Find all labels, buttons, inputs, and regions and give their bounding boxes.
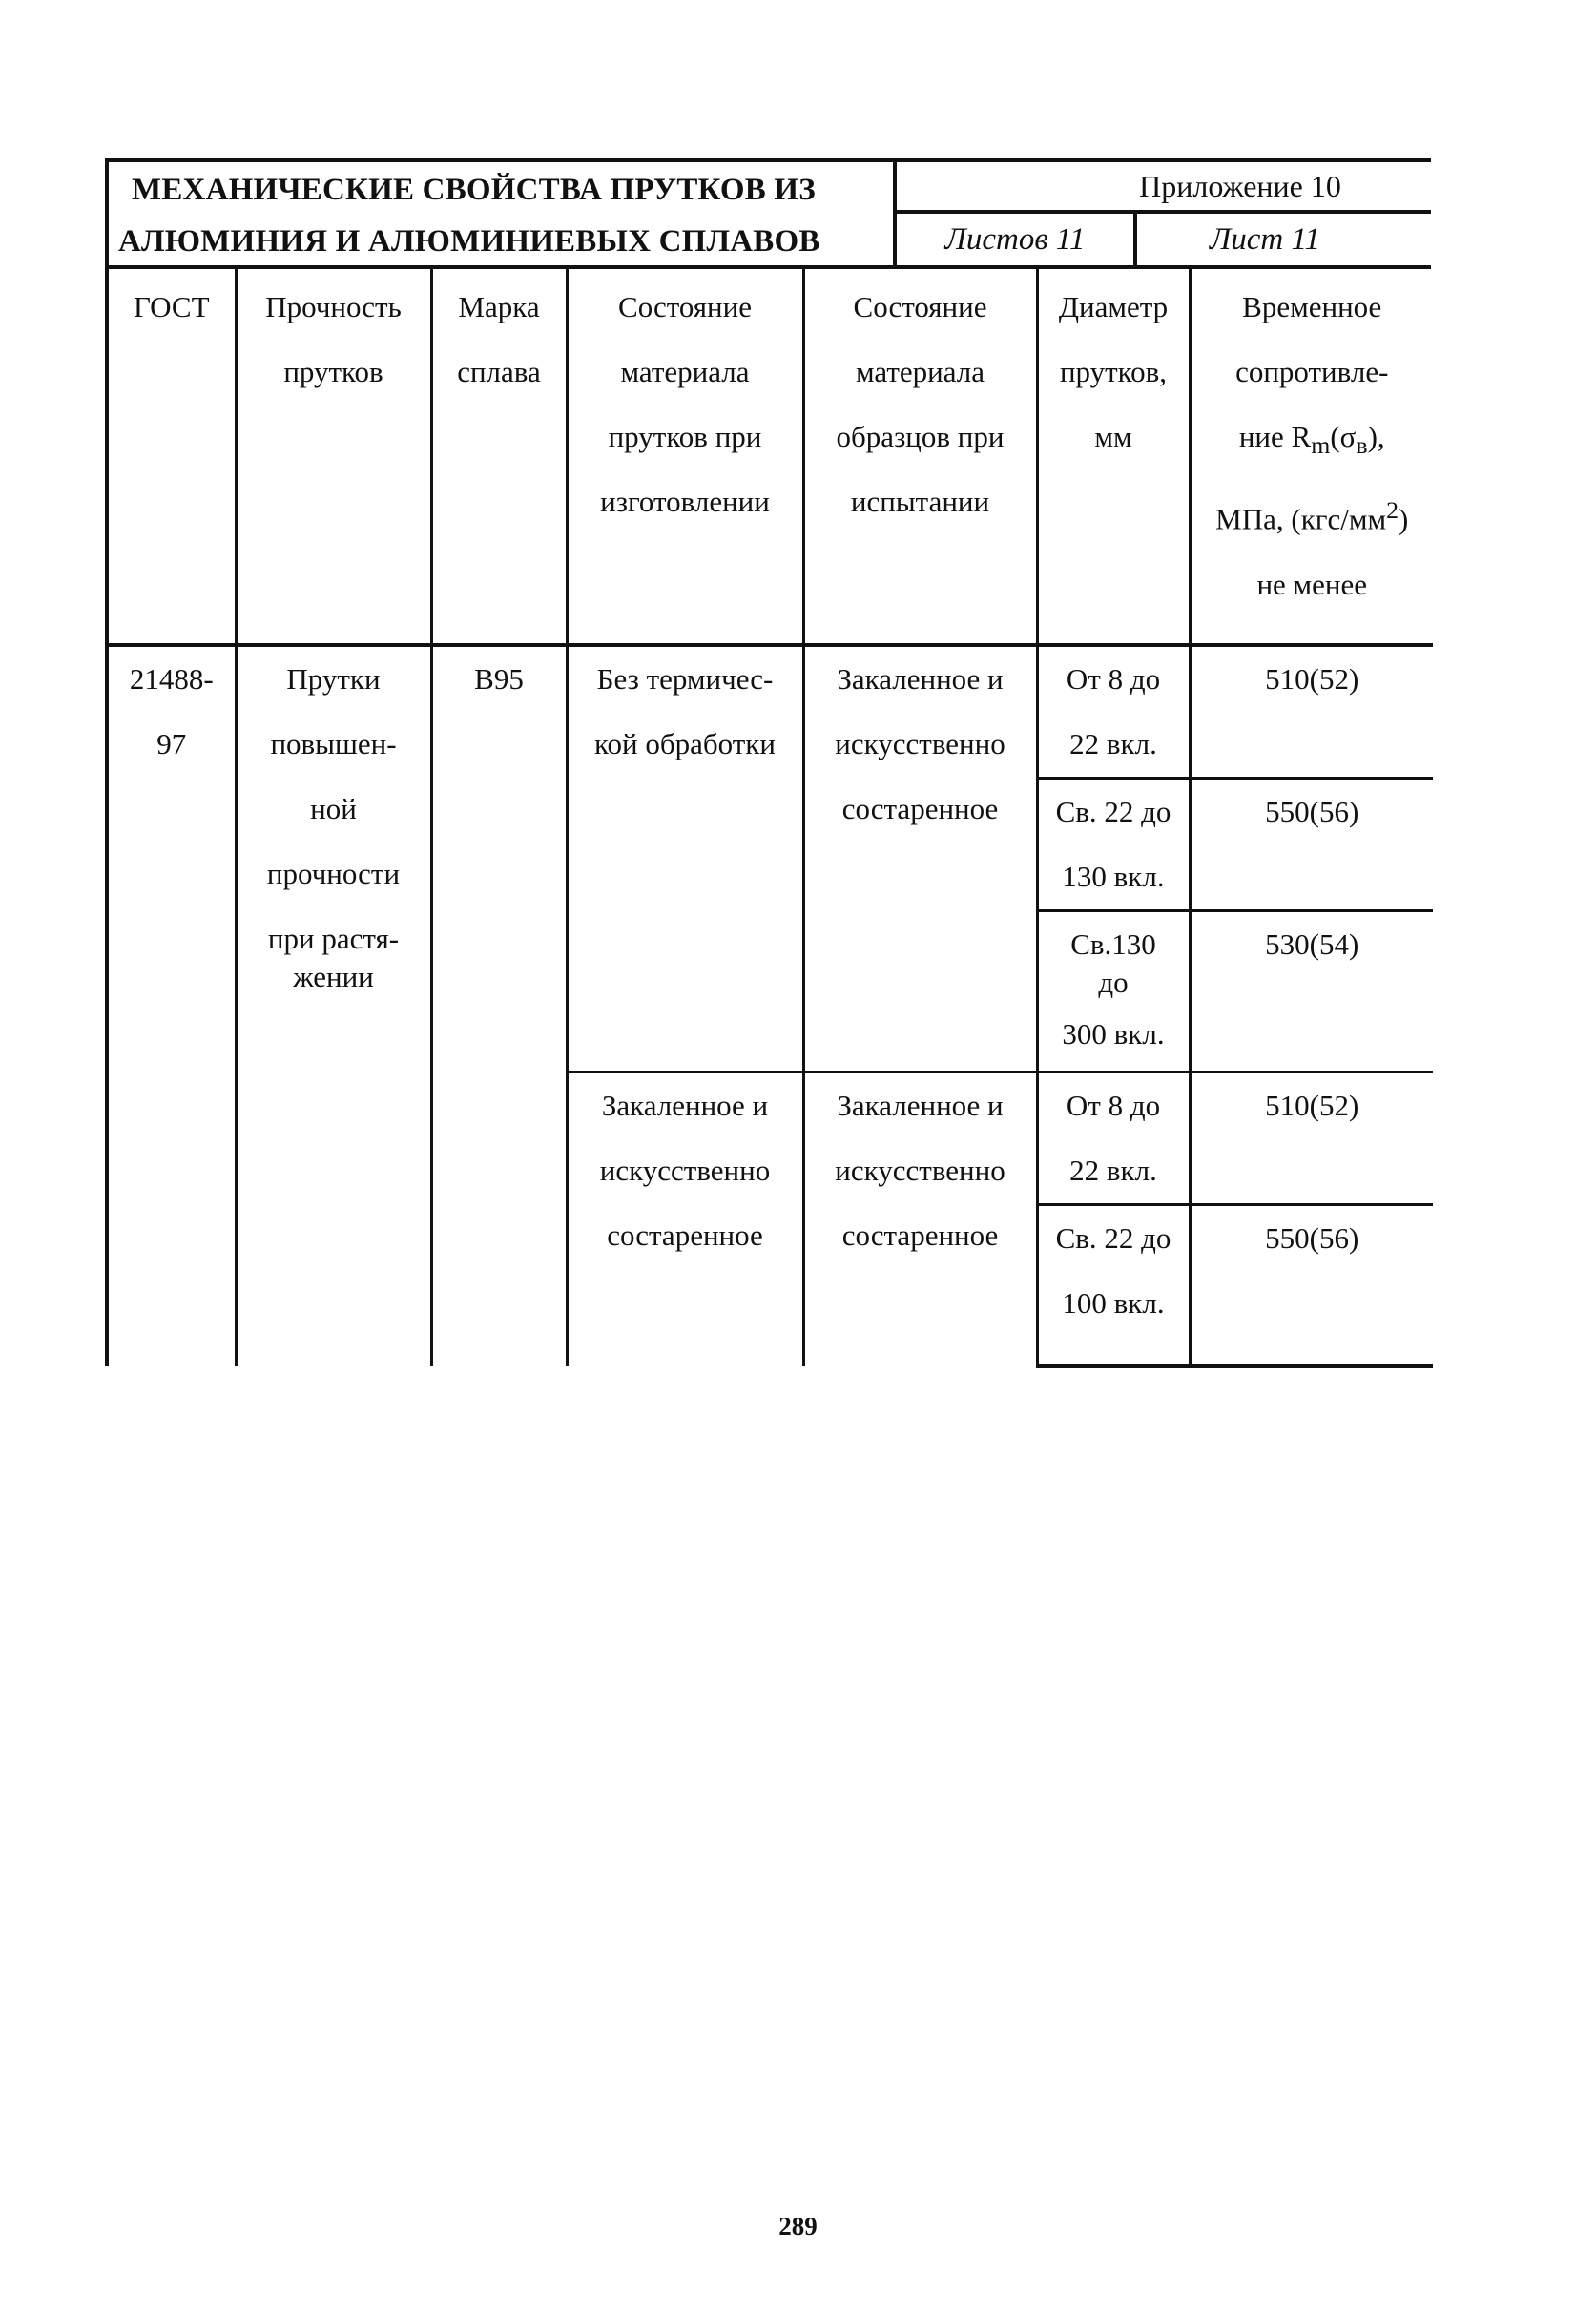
appendix-label: Приложение 10: [897, 162, 1431, 214]
title-line-1: МЕХАНИЧЕСКИЕ СВОЙСТВА ПРУТКОВ ИЗ: [132, 173, 816, 207]
table-header-row: [107, 269, 1433, 645]
cell-diameter: От 8 до 22 вкл.: [1037, 645, 1190, 779]
cell-tensile: 510(52): [1190, 1073, 1433, 1205]
document-title: [109, 162, 897, 265]
cell-state-test-2: Закаленное и искусственно состаренное: [803, 1073, 1037, 1367]
table-row: [107, 645, 1433, 779]
cell-diameter: Св.130 до 300 вкл.: [1037, 911, 1190, 1073]
header-block: [105, 158, 1431, 269]
cell-gost: 21488- 97: [107, 645, 236, 1366]
header-meta: [897, 162, 1431, 265]
cell-strength: Прутки повышен- ной прочности при растя- жении: [236, 645, 431, 1366]
cell-diameter: Св. 22 до 130 вкл.: [1037, 779, 1190, 911]
cell-grade: В95: [431, 645, 567, 1366]
cell-diameter: От 8 до 22 вкл.: [1037, 1073, 1190, 1205]
cell-state-manufacture-1: Без термичес- кой обработки: [567, 645, 803, 1073]
properties-table: [105, 269, 1433, 1368]
sheets-total: Листов 11: [897, 214, 1137, 265]
page-number: 289: [778, 2212, 818, 2240]
cell-tensile: 510(52): [1190, 645, 1433, 779]
sheet-number: Лист 11: [1209, 222, 1321, 257]
col-header-gost: ГОСТ: [107, 269, 236, 645]
col-header-state-test: Состояние материала образцов при испытании: [803, 269, 1037, 645]
col-header-state-manufacture: Состояние материала прутков при изготовлении: [567, 269, 803, 645]
col-header-strength: Прочность прутков: [236, 269, 431, 645]
cell-state-manufacture-2: Закаленное и искусственно состаренное: [567, 1073, 803, 1367]
cell-tensile: 530(54): [1190, 911, 1433, 1073]
cell-diameter: Св. 22 до 100 вкл.: [1037, 1205, 1190, 1367]
cell-tensile: 550(56): [1190, 1205, 1433, 1367]
cell-state-test-1: Закаленное и искусственно состаренное: [803, 645, 1037, 1073]
title-line-2: АЛЮМИНИЯ И АЛЮМИНИЕВЫХ СПЛАВОВ: [118, 224, 820, 259]
col-header-tensile: Временное сопротивле- ние $R_m(\sigma_в)$, МПа, $(кгс/мм^2)$ не менее: [1190, 269, 1433, 645]
col-header-grade: Марка сплава: [431, 269, 567, 645]
cell-tensile: 550(56): [1190, 779, 1433, 911]
col-header-diameter: Диаметр прутков, мм: [1037, 269, 1190, 645]
